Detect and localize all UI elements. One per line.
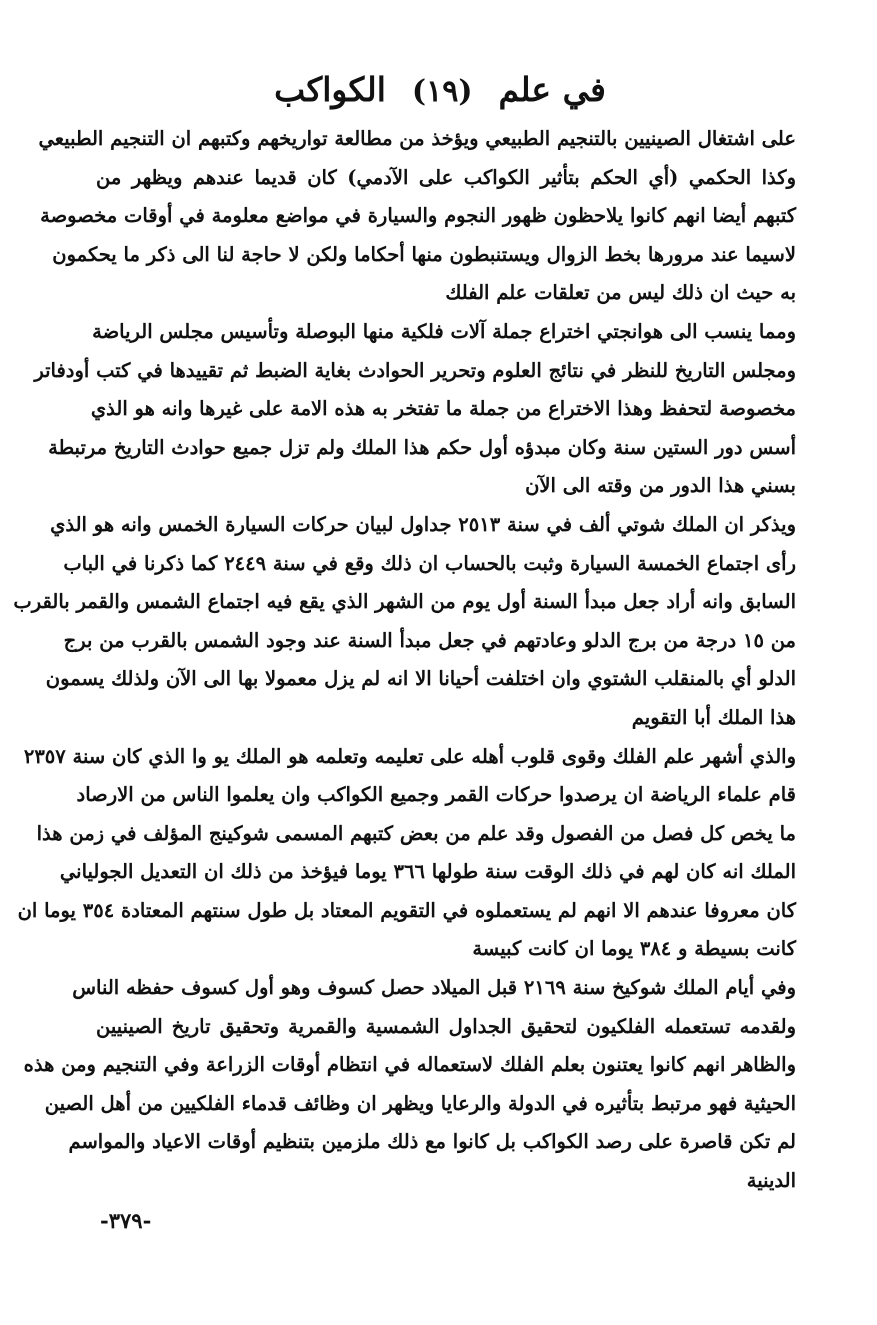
paragraph-end-line: هذا الملك أبا التقويم: [631, 705, 796, 729]
text-line: السابق وانه أراد جعل مبدأ السنة أول يوم من الشهر الذي يقع فيه اجتماع الشمس والقمر بالقرب: [13, 590, 796, 614]
text-line: الدلو أي بالمنقلب الشتوي وان اختلفت أحيانا الا انه لم يزل معمولا بها الى الآن ولذلك يسمون: [45, 667, 796, 691]
paragraph-end-line: كانت بسيطة و ٣٨٤ يوما ان كانت كبيسة: [472, 937, 796, 961]
text-line: رأى اجتماع الخمسة السيارة وثبت بالحساب ان ذلك وقع في سنة ٢٤٤٩ كما ذكرنا في الباب: [63, 551, 796, 575]
running-header: [240, 70, 640, 109]
text-line: ويذكر ان الملك شوتي ألف في سنة ٢٥١٣ جداول لبيان حركات السيارة الخمس وانه هو الذي: [50, 512, 796, 536]
header-right-word: في علم: [498, 70, 606, 109]
text-line: وكذا الحكمي (أي الحكم بتأثير الكواكب على الآدمي) كان قديما عندهم ويظهر من: [96, 165, 796, 189]
text-line: ومجلس التاريخ للنظر في نتائج العلوم وتحرير الحوادث بغاية الضبط ثم تقييدها في كتب أودفاتر: [34, 358, 796, 382]
text-line: مخصوصة لتحفظ وهذا الاختراع من جملة ما تفتخر به هذه الامة على غيرها وانه هو الذي: [90, 397, 796, 421]
text-line: أسس دور الستين سنة وكان مبدؤه أول حكم هذا الملك ولم تزل جميع حوادث التاريخ مرتبطة: [48, 435, 796, 459]
text-line: الملك انه كان لهم في ذلك الوقت سنة طولها ٣٦٦ يوما فيؤخذ من ذلك ان التعديل الجولياني: [59, 860, 796, 884]
text-line: كان معروفا عندهم الا انهم لم يستعملوه في التقويم المعتاد بل طول سنتهم المعتادة ٣٥٤ يوما ان: [17, 898, 796, 922]
header-left-word: الكواكب: [274, 70, 386, 109]
text-line: والذي أشهر علم الفلك وقوى قلوب أهله على تعليمه وتعلمه هو الملك يو وا الذي كان سنة ٢٣٥٧: [23, 744, 796, 768]
text-line: قام علماء الرياضة ان يرصدوا حركات القمر وجميع الكواكب وان يعلموا الناس من الارصاد: [76, 783, 796, 807]
body-text: [13, 120, 796, 1201]
text-line: ما يخص كل فصل من الفصول وقد علم من بعض كتبهم المسمى شوكينج المؤلف في زمن هذا: [36, 821, 796, 845]
text-line: وفي أيام الملك شوكيخ سنة ٢١٦٩ قبل الميلاد حصل كسوف وهو أول كسوف حفظه الناس: [72, 976, 796, 1000]
text-line: كتبهم أيضا انهم كانوا يلاحظون ظهور النجوم والسيارة في مواضع معلومة في أوقات مخصوصة: [40, 204, 796, 228]
text-line: من ١٥ درجة من برج الدلو وعادتهم في جعل مبدأ السنة عند وجود الشمس بالقرب من برج: [63, 628, 796, 652]
header-page-marker: (١٩): [411, 74, 473, 109]
text-line: لاسيما عند مرورها بخط الزوال ويستنبطون منها أحكاما ولكن لا حاجة لنا الى ذكر ما يحكمون: [52, 242, 796, 266]
text-line: الحيثية فهو مرتبط بتأثيره في الدولة والرعايا ويظهر ان وظائف قدماء الفلكيين من أهل الصين: [44, 1091, 796, 1115]
text-line: ومما ينسب الى هوانجتي اختراع جملة آلات فلكية منها البوصلة وتأسيس مجلس الرياضة: [92, 319, 796, 343]
text-line: على اشتغال الصينيين بالتنجيم الطبيعي ويؤخذ من مطالعة تواريخهم وكتبهم ان التنجيم الطبيعي: [38, 127, 796, 150]
paragraph-end-line: الدينية: [746, 1169, 796, 1193]
text-line: لم تكن قاصرة على رصد الكواكب بل كانوا مع ذلك ملزمين بتنظيم أوقات الاعياد والمواسم: [68, 1130, 796, 1154]
text-line: ولقدمه تستعمله الفلكيون لتحقيق الجداول الشمسية والقمرية وتحقيق تاريخ الصينيين: [96, 1014, 796, 1038]
page-number: -٣٧٩-: [100, 1208, 152, 1233]
paragraph-end-line: بسني هذا الدور من وقته الى الآن: [525, 474, 796, 498]
text-line: والظاهر انهم كانوا يعتنون بعلم الفلك لاستعماله في انتظام أوقات الزراعة وفي التنجيم ومن هذه: [23, 1053, 796, 1077]
paragraph-end-line: به حيث ان ذلك ليس من تعلقات علم الفلك: [445, 281, 796, 305]
